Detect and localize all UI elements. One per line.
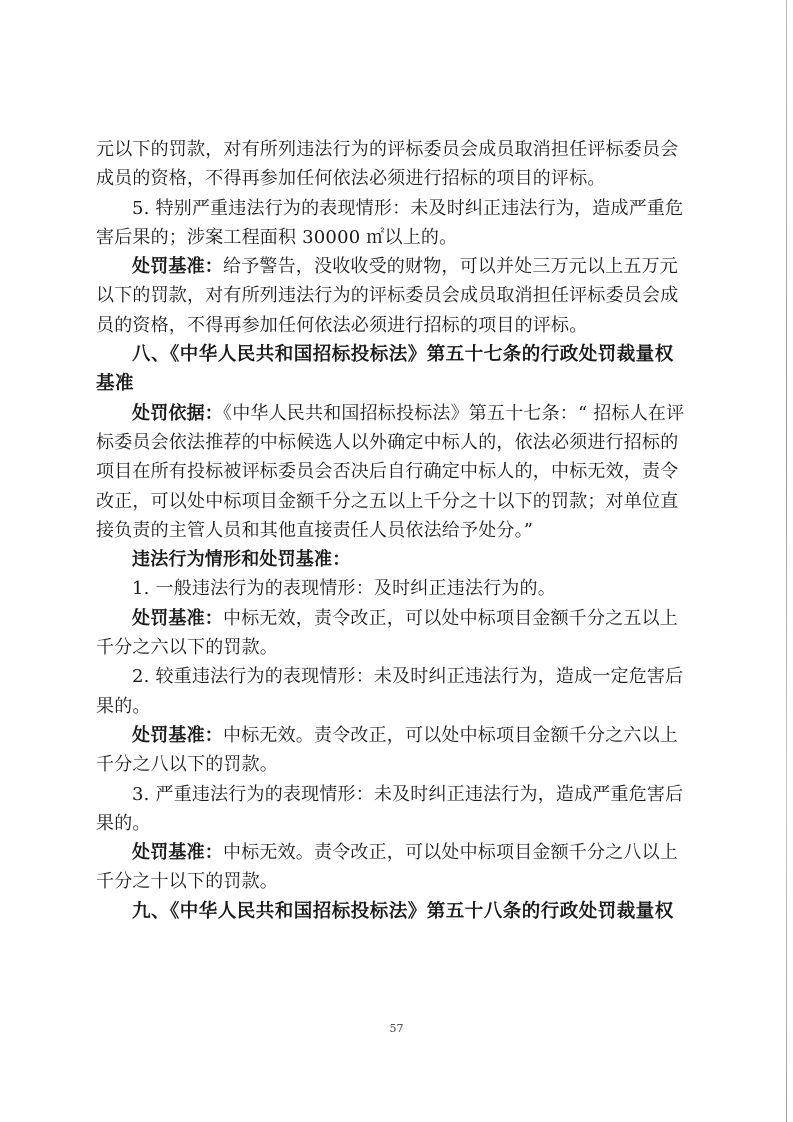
paragraph-penalty-basis — [96, 399, 690, 545]
penalty-standard-text: 中标无效。责令改正，可以处中标项目金额千分之六以上千分之八以下的罚款。 — [96, 724, 678, 776]
document-body — [96, 135, 690, 926]
paragraph-item-5: 5. 特别严重违法行为的表现情形：未及时纠正违法行为，造成严重危害后果的；涉案工程面积 30000 ㎡以上的。 — [96, 197, 684, 248]
scan-edge-line — [786, 0, 787, 1122]
penalty-standard-text: 中标无效，责令改正，可以处中标项目金额千分之五以上千分之六以下的罚款。 — [96, 607, 678, 659]
penalty-standard-text: 给予警告，没收收受的财物，可以并处三万元以上五万元以下的罚款，对有所列违法行为的评标委员会成员取消担任评标委员会成员的资格，不得再参加任何依法必须进行招标的项目的评标。 — [96, 256, 679, 336]
subheading-situations: 违法行为情形和处罚基准： — [132, 549, 351, 571]
page-number: 57 — [389, 1022, 404, 1035]
paragraph-item-1: 1. 一般违法行为的表现情形：及时纠正违法行为的。 — [132, 578, 556, 600]
section-heading-9: 九、《中华人民共和国招标投标法》第五十八条的行政处罚裁量权 — [132, 900, 674, 922]
paragraph-continuation: 元以下的罚款，对有所列违法行为的评标委员会成员取消担任评标委员会成员的资格，不得再参加任何依法必须进行招标的项目的评标。 — [96, 139, 679, 190]
penalty-basis-label: 处罚依据： — [132, 402, 223, 424]
paragraph-penalty-standard-2 — [96, 721, 690, 780]
paragraph-item-2: 2. 较重违法行为的表现情形：未及时纠正违法行为，造成一定危害后果的。 — [96, 666, 684, 717]
paragraph-penalty-standard-3 — [96, 838, 690, 897]
paragraph-penalty-standard-1 — [96, 604, 690, 663]
penalty-standard-label: 处罚基准： — [132, 607, 223, 629]
penalty-standard-label: 处罚基准： — [132, 256, 223, 278]
section-heading-8: 八、《中华人民共和国招标投标法》第五十七条的行政处罚裁量权基准 — [96, 344, 674, 395]
paragraph-item-3: 3. 严重违法行为的表现情形：未及时纠正违法行为，造成严重危害后果的。 — [96, 783, 684, 834]
penalty-standard-label: 处罚基准： — [132, 724, 223, 746]
penalty-basis-text: 《中华人民共和国招标投标法》第五十七条：“ 招标人在评标委员会依法推荐的中标候选人以外确定中标人的，依法必须进行招标的项目在所有投标被评标委员会否决后自行确定中标人的，中标无效，责令改正，可以处中标项目金额千分之五以上千分之十以下的罚款；对单位直接负责的主管人员和其他直接责任人员依法给予处分。” — [96, 402, 685, 541]
paragraph-penalty-standard — [96, 252, 690, 340]
penalty-standard-text: 中标无效。责令改正，可以处中标项目金额千分之八以上千分之十以下的罚款。 — [96, 842, 678, 893]
penalty-standard-label: 处罚基准： — [132, 842, 223, 864]
